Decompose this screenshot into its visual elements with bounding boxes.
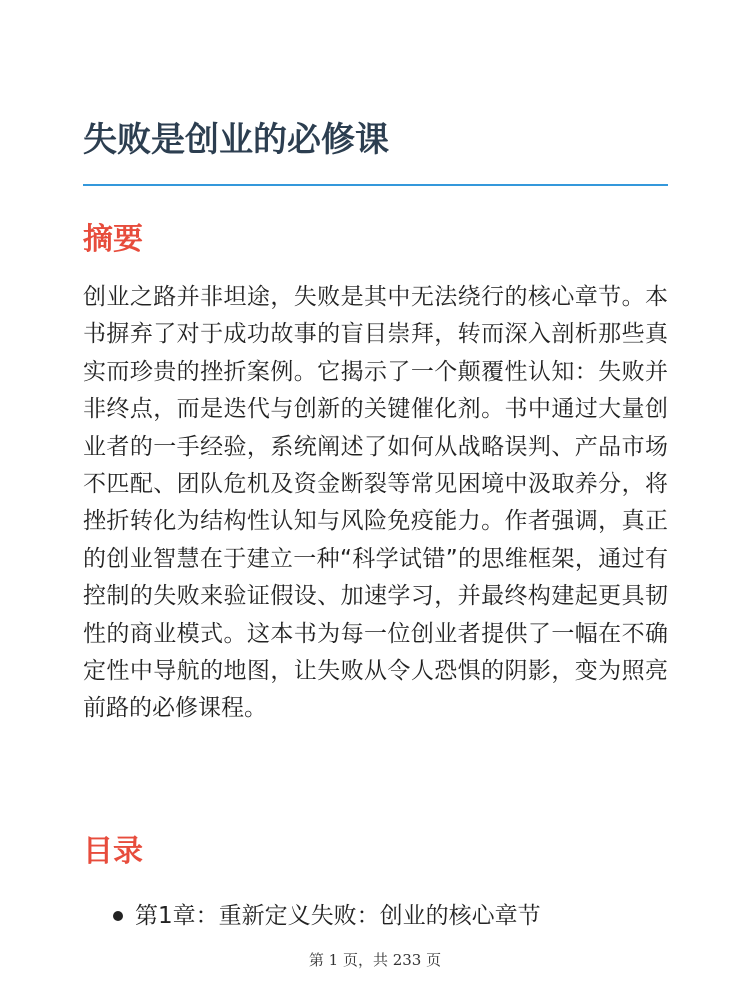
page-number-footer: 第 1 页，共 233 页 bbox=[308, 951, 442, 969]
title-divider bbox=[83, 184, 668, 186]
toc-item[interactable] bbox=[83, 896, 668, 936]
document-title: 失败是创业的必修课 bbox=[83, 120, 389, 160]
abstract-heading: 摘要 bbox=[83, 222, 143, 257]
bullet-icon bbox=[113, 911, 123, 921]
abstract-body: 创业之路并非坦途，失败是其中无法绕行的核心章节。本书摒弃了对于成功故事的盲目崇拜，转而深入剖析那些真实而珍贵的挫折案例。它揭示了一个颠覆性认知：失败并非终点，而是迭代与创新的关键催化剂。书中通过大量创业者的一手经验，系统阐述了如何从战略误判、产品市场不匹配、团队危机及资金断裂等常见困境中汲取养分，将挫折转化为结构性认知与风险免疫能力。作者强调，真正的创业智慧在于建立一种“科学试错”的思维框架，通过有控制的失败来验证假设、加速学习，并最终构建起更具韧性的商业模式。这本书为每一位创业者提供了一幅在不确定性中导航的地图，让失败从令人恐惧的阴影，变为照亮前路的必修课程。 bbox=[83, 284, 668, 722]
toc-item-label: 第1章：重新定义失败：创业的核心章节 bbox=[135, 903, 541, 929]
toc-list bbox=[83, 896, 668, 936]
toc-heading: 目录 bbox=[83, 834, 143, 869]
